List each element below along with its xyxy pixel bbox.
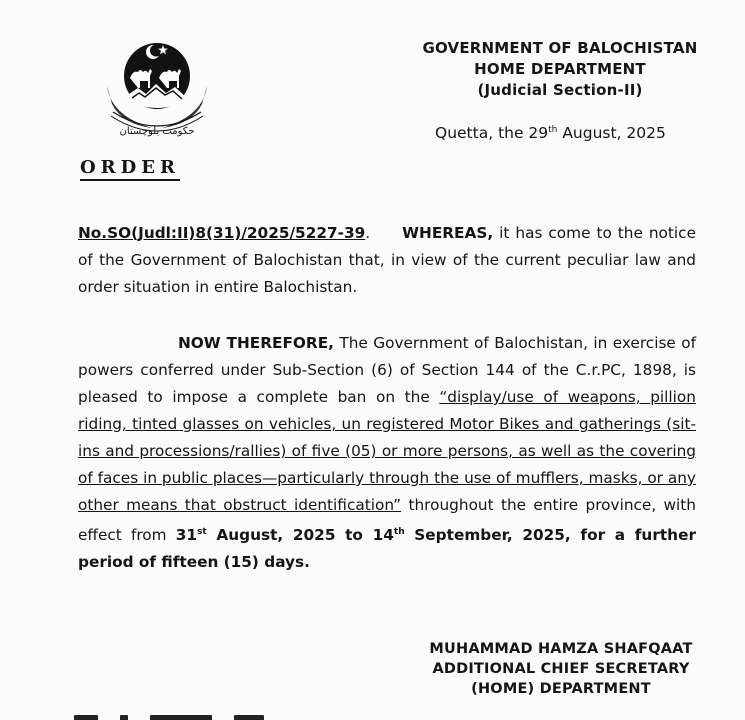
whereas-text: it has come to the notice of the Government of Balochistan that, in view of the current peculiar law and order situation in entire Balochistan. [78, 224, 696, 296]
order-text-1: The Government of Balochistan, in exercise of powers conferred under Sub-Section (6) of Section 144 of the C.r.PC, 1898, is pleased to impose a complete ban on the [78, 334, 696, 406]
reference-number: No.SO(Judl:II)8(31)/2025/5227-39 [78, 224, 366, 242]
header-department: HOME DEPARTMENT [474, 60, 646, 78]
effective-from-day: 31 [175, 526, 198, 545]
effective-to-rest: September, 2025, for a further period of fifteen (15) days. [78, 526, 696, 572]
letterhead [405, 38, 715, 101]
signatory-designation: ADDITIONAL CHIEF SECRETARY [432, 661, 690, 677]
date-rest: August, 2025 [557, 124, 666, 142]
ban-list: “display/use of weapons, pillion riding, tinted glasses on vehicles, un registered Motor Bikes and gatherings (sit-ins and processions/rallies) of five (05) or more persons, as well as the covering of faces in public places—particularly through the use of mufflers, masks, or any other means that obstruct identification” [78, 388, 696, 514]
header-government: GOVERNMENT OF BALOCHISTAN [422, 39, 698, 57]
seal-inscription: حکومت بلوچستان [119, 126, 195, 137]
signatory-name: MUHAMMAD HAMZA SHAFQAAT [429, 641, 693, 657]
header-section: (Judicial Section-II) [477, 81, 643, 99]
date-prefix: Quetta, the 29 [435, 124, 549, 142]
signature-block [425, 639, 697, 699]
order-date [435, 124, 666, 142]
effective-to-sup: th [393, 527, 405, 537]
effective-from-rest: August, 2025 to 14 [206, 526, 394, 545]
order-text-2: throughout the entire province, with effect from [78, 496, 697, 545]
cut-off-footer-text [74, 706, 334, 720]
effective-from-sup: st [197, 527, 207, 537]
page-title: ORDER [80, 157, 180, 181]
whereas-label: WHEREAS, [402, 224, 494, 242]
signatory-department: (HOME) DEPARTMENT [471, 681, 651, 697]
government-seal [97, 36, 215, 140]
paragraph-now-therefore [78, 330, 696, 576]
now-therefore-label: NOW THEREFORE, [178, 334, 334, 352]
date-suffix: th [548, 124, 558, 135]
reference-end: . [365, 224, 371, 242]
balochistan-seal-icon [97, 36, 215, 140]
paragraph-whereas [78, 220, 696, 301]
